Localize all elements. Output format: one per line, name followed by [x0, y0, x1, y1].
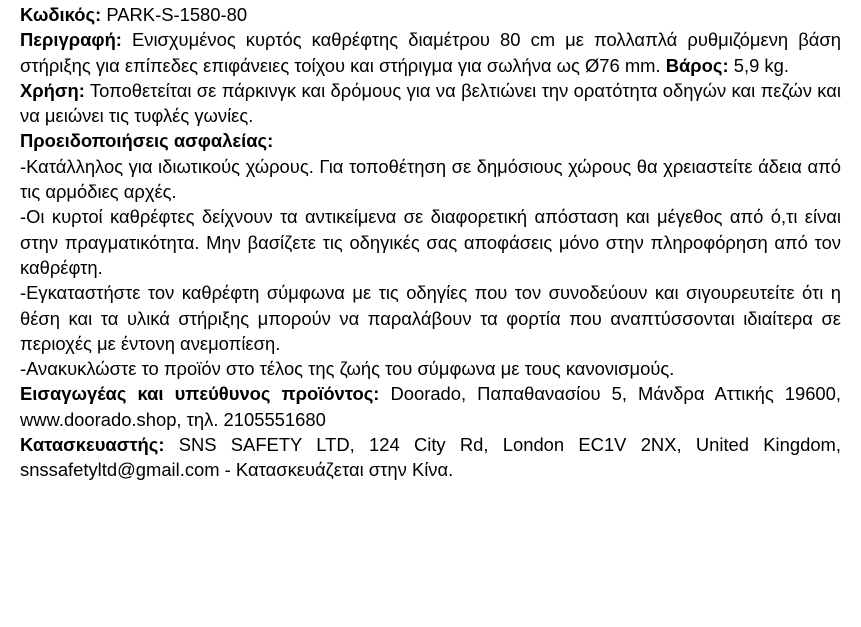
usage-text: Τοποθετείται σε πάρκινγκ και δρόμους για να βελτιώνει την ορατότητα οδηγών και πεζών και να μειώνει τις τυφλές γωνίες. — [20, 79, 841, 127]
description-paragraph — [20, 27, 841, 78]
description-label: Περιγραφή: — [20, 29, 122, 51]
usage-label: Χρήση: — [20, 79, 85, 101]
safety-item: -Οι κυρτοί καθρέφτες δείχνουν τα αντικείμενα σε διαφορετική απόσταση και μέγεθος από ό,τι είναι στην πραγματικότητα. Μην βασίζετε τις οδηγικές σας αποφάσεις μόνο στην πληροφόρηση από τον καθρέφτη. — [20, 206, 841, 278]
weight-value: 5,9 kg. — [733, 54, 789, 76]
product-code-line — [20, 2, 841, 27]
importer-label: Εισαγωγέας και υπεύθυνος προϊόντος: — [20, 383, 380, 405]
manufacturer-label: Κατασκευαστής: — [20, 434, 165, 456]
manufacturer-paragraph — [20, 432, 841, 483]
safety-heading-line — [20, 128, 841, 153]
safety-item: -Κατάλληλος για ιδιωτικούς χώρους. Για τοποθέτηση σε δημόσιους χώρους θα χρειαστείτε άδεια από τις αρμόδιες αρχές. — [20, 155, 841, 203]
safety-heading: Προειδοποιήσεις ασφαλείας: — [20, 130, 274, 152]
usage-paragraph — [20, 78, 841, 129]
importer-text: Doorado, Παπαθανασίου 5, Μάνδρα Αττικής 19600, www.doorado.shop, τηλ. 2105551680 — [20, 383, 841, 430]
safety-item: -Ανακυκλώστε το προϊόν στο τέλος της ζωής του σύμφωνα με τους κανονισμούς. — [20, 358, 675, 380]
safety-item: -Εγκαταστήστε τον καθρέφτη σύμφωνα με τις οδηγίες που τον συνοδεύουν και σιγουρευτείτε ότι η θέση και τα υλικά στήριξης μπορούν να παραλάβουν τα φορτία που αναπτύσσονται ιδιαίτερα σε περιοχές με έντονη ανεμοπίεση. — [20, 282, 841, 354]
importer-paragraph — [20, 381, 841, 432]
description-text: Ενισχυμένος κυρτός καθρέφτης διαμέτρου 80 cm με πολλαπλά ρυθμιζόμενη βάση στήριξης για επίπεδες επιφάνειες τοίχου και στήριγμα για σωλήνα ως Ø76 mm. — [20, 29, 841, 76]
weight-label: Βάρος: — [665, 54, 729, 76]
product-code-label: Κωδικός: — [20, 4, 102, 25]
manufacturer-text: SNS SAFETY LTD, 124 City Rd, London EC1V 2NX, United Kingdom, snssafetyltd@gmail.com - Κατασκευάζεται στην Κίνα. — [20, 434, 841, 481]
product-code-value: PARK-S-1580-80 — [106, 4, 248, 25]
